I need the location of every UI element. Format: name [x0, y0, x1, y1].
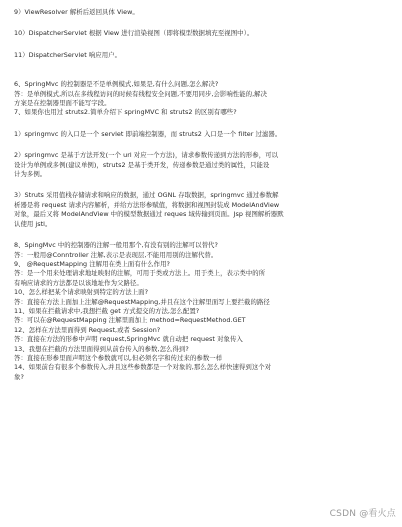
- text-line: 10）DispatcherServlet 根据 View 进行渲染视图（即将模型数据填充至视图中）。: [14, 29, 254, 38]
- text-line: 答：直接在方法上面加上注解@RequestMapping,并且在这个注解里面写上要拦截的路径: [14, 297, 270, 306]
- question-heading: 12、怎样在方法里面得到 Request,或者 Session?: [14, 325, 161, 334]
- question-heading: 14、如果前台有很多个参数传入,并且这些参数都是一个对象的,那么怎么样快速得到这个对: [14, 363, 272, 372]
- text-line: 3）Struts 采用值栈存储请求和响应的数据，通过 OGNL 存取数据，springmvc 通过参数解: [14, 191, 279, 200]
- text-line: 答：直接在方法的形参中声明 request,SpringMvc 就自动把 request 对象传入: [14, 335, 243, 344]
- question-heading: 10、怎么样把某个请求映射到特定的方法上面?: [14, 288, 149, 297]
- text-line: 1）springmvc 的入口是一个 servlet 即前端控制器，而 struts2 入口是一个 filter 过滤器。: [14, 129, 282, 138]
- text-line: 方案是在控制器里面不能写字段。: [14, 99, 111, 108]
- question-heading: 13、我想在拦截的方法里面得到从前台传入的参数,怎么得到?: [14, 344, 189, 353]
- question-heading: 7、如果你也用过 struts2.简单介绍下 springMVC 和 struts2 的区别有哪些?: [14, 108, 237, 117]
- text-line: 答：可以在@RequestMapping 注解里面加上 method=RequestMethod.GET: [14, 316, 246, 325]
- text-line: 认使用 jstl。: [14, 219, 52, 228]
- text-line: 析器是将 request 请求内容解析，并给方法形参赋值，将数据和视图封装成 ModelAndView: [14, 200, 280, 209]
- text-line: 计为多例。: [14, 170, 47, 179]
- csdn-watermark: CSDN @看火点: [329, 509, 396, 519]
- question-heading: 9、 @RequestMapping 注解用在类上面有什么作用?: [14, 259, 170, 268]
- text-line: 象?: [14, 372, 24, 381]
- question-heading: 8、SpingMvc 中的控制器的注解一般用那个,有没有别的注解可以替代?: [14, 241, 218, 250]
- text-line: 答：直接在形参里面声明这个参数就可以,但必须名字和传过来的参数一样: [14, 353, 223, 362]
- text-line: 对象，最后又将 ModelAndView 中的模型数据通过 reques 域传输到页面。Jsp 视图解析器默: [14, 210, 284, 219]
- text-line: 9）ViewResolver 解析后返回具体 View。: [14, 8, 139, 16]
- text-line: 答：一般用@Conntroller 注解,表示是表现层,不能用用别的注解代替。: [14, 250, 218, 259]
- text-line: 有响应请求的方法都是以该地址作为父路径。: [14, 278, 143, 287]
- text-line: 设计为单例或多例(建议单例)，struts2 是基于类开发，传递参数是通过类的属性，只能设: [14, 160, 270, 169]
- text-line: 答：是一个用来处理请求地址映射的注解，可用于类或方法上。用于类上，表示类中的所: [14, 269, 266, 278]
- question-heading: 6、SpringMvc 的控制器是不是单例模式,如果是,有什么问题,怎么解决?: [14, 80, 219, 89]
- question-heading: 11、如果在拦截请求中,我想拦截 get 方式提交的方法,怎么配置?: [14, 306, 200, 315]
- text-line: 11）DispatcherServlet 响应用户。: [14, 50, 122, 59]
- text-line: 答：是单例模式,所以在多线程访问的时候有线程安全问题,不要用同步,会影响性能的,解决: [14, 89, 268, 98]
- text-line: 2）springmvc 是基于方法开发(一个 url 对应一个方法)，请求参数传递到方法的形参，可以: [14, 151, 279, 160]
